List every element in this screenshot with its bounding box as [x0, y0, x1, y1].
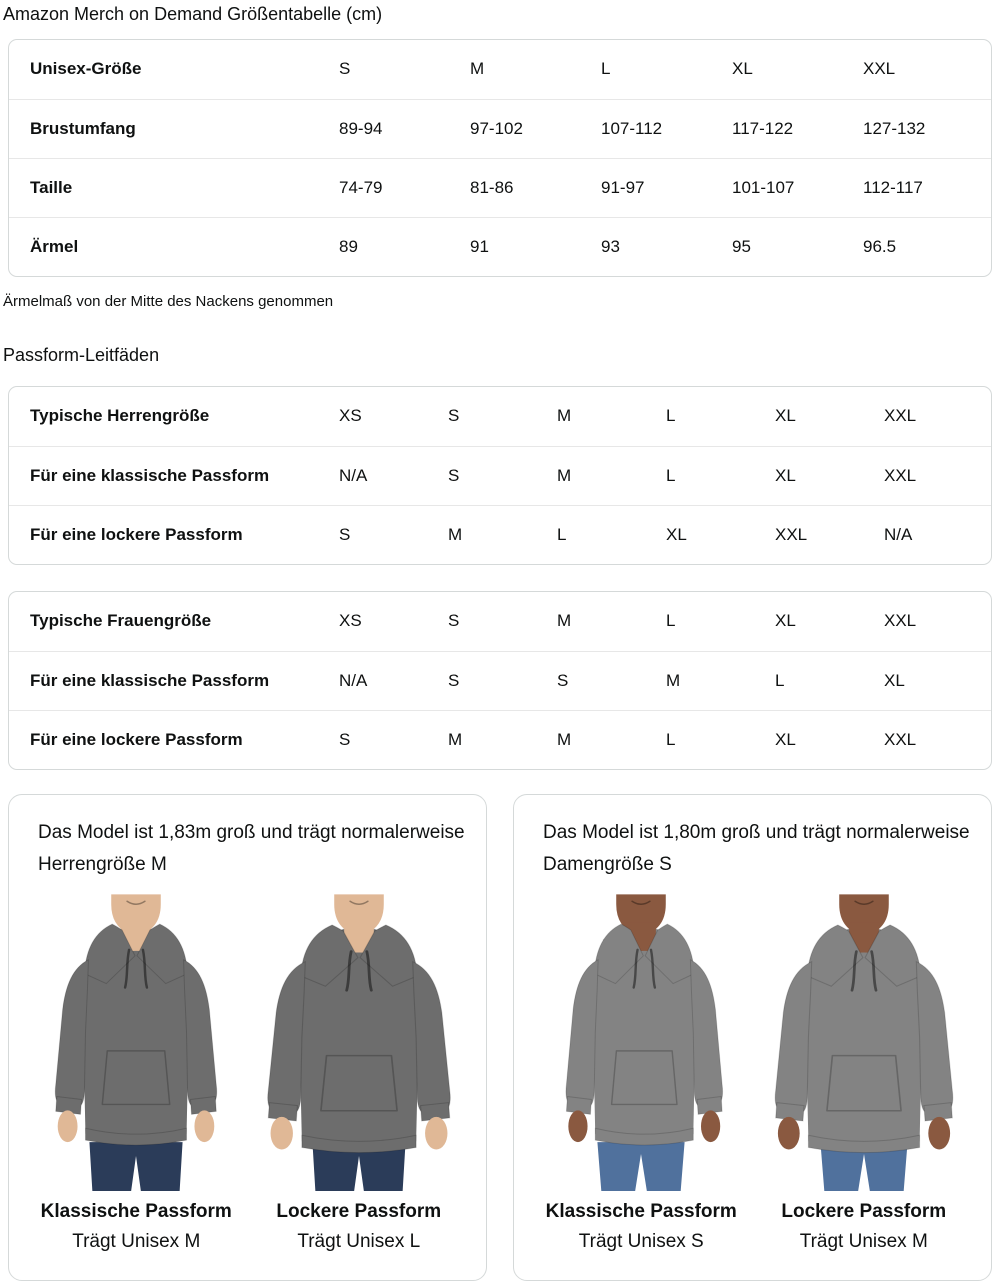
cell: XXL — [884, 406, 917, 426]
cell: 91 — [470, 217, 601, 276]
model-photo-classic — [530, 891, 753, 1191]
cell: XL — [732, 59, 753, 79]
model-cards-row — [8, 794, 992, 1281]
table-row-men-classic-fit — [9, 446, 992, 505]
cell: XS — [339, 611, 362, 631]
cell: L — [775, 651, 884, 710]
model-description: Das Model ist 1,80m groß und trägt normalerweise Damengröße S — [543, 822, 970, 875]
table-row-sleeve — [9, 217, 992, 276]
cell: 97-102 — [470, 99, 601, 158]
row-label: Brustumfang — [9, 99, 339, 158]
row-label: Für eine lockere Passform — [9, 505, 339, 564]
figure-loose-fit — [248, 891, 471, 1257]
cell: S — [557, 651, 666, 710]
men-fit-table-container — [8, 386, 992, 565]
cell: S — [339, 710, 448, 769]
fit-guides-title: Passform-Leitfäden — [3, 345, 160, 365]
cell: XXL — [884, 710, 992, 769]
cell: M — [557, 710, 666, 769]
cell: L — [666, 611, 676, 631]
hoodie-model-illustration — [755, 893, 973, 1191]
wears-size-label: Trägt Unisex M — [799, 1231, 928, 1252]
cell: L — [666, 446, 775, 505]
wears-size-label: Trägt Unisex L — [297, 1231, 421, 1252]
cell: 81-86 — [470, 158, 601, 217]
cell: XXL — [884, 611, 917, 631]
model-photo-loose — [248, 891, 471, 1191]
hoodie-model-illustration — [532, 893, 750, 1191]
cell: N/A — [884, 505, 992, 564]
women-model-card — [513, 794, 992, 1281]
wears-size-label: Trägt Unisex S — [578, 1231, 704, 1252]
cell: S — [448, 446, 557, 505]
cell: M — [448, 505, 557, 564]
table-row-chest — [9, 99, 992, 158]
table-row-men-loose-fit — [9, 505, 992, 564]
fit-label: Klassische Passform — [40, 1201, 232, 1222]
table-row-typical-men-size — [9, 387, 992, 446]
cell: XL — [775, 710, 884, 769]
page-title: Amazon Merch on Demand Größentabelle (cm) — [3, 4, 383, 24]
cell: XL — [775, 406, 796, 426]
cell: XXL — [863, 59, 896, 79]
row-label: Unisex-Größe — [30, 59, 142, 79]
cell: 95 — [732, 217, 863, 276]
table-row-women-classic-fit — [9, 651, 992, 710]
hoodie-model-illustration — [250, 893, 468, 1191]
table-row-waist — [9, 158, 992, 217]
figure-classic-fit — [25, 891, 248, 1257]
women-fit-table-container — [8, 591, 992, 770]
cell: M — [666, 651, 775, 710]
cell: N/A — [339, 651, 448, 710]
cell: N/A — [339, 446, 448, 505]
cell: M — [557, 446, 666, 505]
cell: S — [448, 611, 460, 631]
figure-classic-fit — [530, 891, 753, 1257]
cell: 89-94 — [339, 99, 470, 158]
unisex-size-table — [9, 40, 992, 276]
fit-label: Klassische Passform — [545, 1201, 737, 1222]
unisex-size-table-container — [8, 39, 992, 277]
table-row-women-loose-fit — [9, 710, 992, 769]
cell: 91-97 — [601, 158, 732, 217]
row-label: Taille — [9, 158, 339, 217]
cell: S — [339, 505, 448, 564]
cell: XL — [775, 611, 796, 631]
fit-label: Lockere Passform — [276, 1201, 442, 1222]
sleeve-measure-note: Ärmelmaß von der Mitte des Nackens genommen — [3, 293, 334, 310]
cell: L — [557, 505, 666, 564]
row-label: Für eine lockere Passform — [9, 710, 339, 769]
cell: S — [448, 406, 460, 426]
cell: M — [448, 710, 557, 769]
cell: 89 — [339, 217, 470, 276]
cell: 96.5 — [863, 217, 992, 276]
cell: XXL — [775, 505, 884, 564]
hoodie-model-illustration — [27, 893, 245, 1191]
cell: 117-122 — [732, 99, 863, 158]
cell: 107-112 — [601, 99, 732, 158]
row-label: Für eine klassische Passform — [9, 446, 339, 505]
fit-label: Lockere Passform — [781, 1201, 947, 1222]
row-label: Für eine klassische Passform — [9, 651, 339, 710]
cell: S — [339, 59, 351, 79]
cell: 112-117 — [863, 158, 992, 217]
cell: L — [601, 59, 611, 79]
cell: L — [666, 710, 775, 769]
model-description: Das Model ist 1,83m groß und trägt normalerweise Herrengröße M — [38, 822, 465, 875]
cell: XL — [775, 446, 884, 505]
cell: 93 — [601, 217, 732, 276]
table-row-typical-women-size — [9, 592, 992, 651]
wears-size-label: Trägt Unisex M — [72, 1231, 201, 1252]
cell: M — [557, 406, 572, 426]
cell: XL — [884, 651, 992, 710]
cell: M — [470, 59, 485, 79]
figure-loose-fit — [753, 891, 976, 1257]
model-photo-classic — [25, 891, 248, 1191]
cell: S — [448, 651, 557, 710]
model-photo-loose — [753, 891, 976, 1191]
cell: XL — [666, 505, 775, 564]
cell: 74-79 — [339, 158, 470, 217]
row-label: Ärmel — [9, 217, 339, 276]
figures-row — [530, 891, 975, 1257]
table-row-unisex-size — [9, 40, 992, 99]
figures-row — [25, 891, 470, 1257]
cell: L — [666, 406, 676, 426]
men-model-card — [8, 794, 487, 1281]
row-label: Typische Frauengröße — [30, 611, 212, 631]
cell: XS — [339, 406, 362, 426]
cell: XXL — [884, 446, 992, 505]
women-fit-table — [9, 592, 992, 769]
cell: M — [557, 611, 572, 631]
cell: 101-107 — [732, 158, 863, 217]
cell: 127-132 — [863, 99, 992, 158]
row-label: Typische Herrengröße — [30, 406, 210, 426]
men-fit-table — [9, 387, 992, 564]
